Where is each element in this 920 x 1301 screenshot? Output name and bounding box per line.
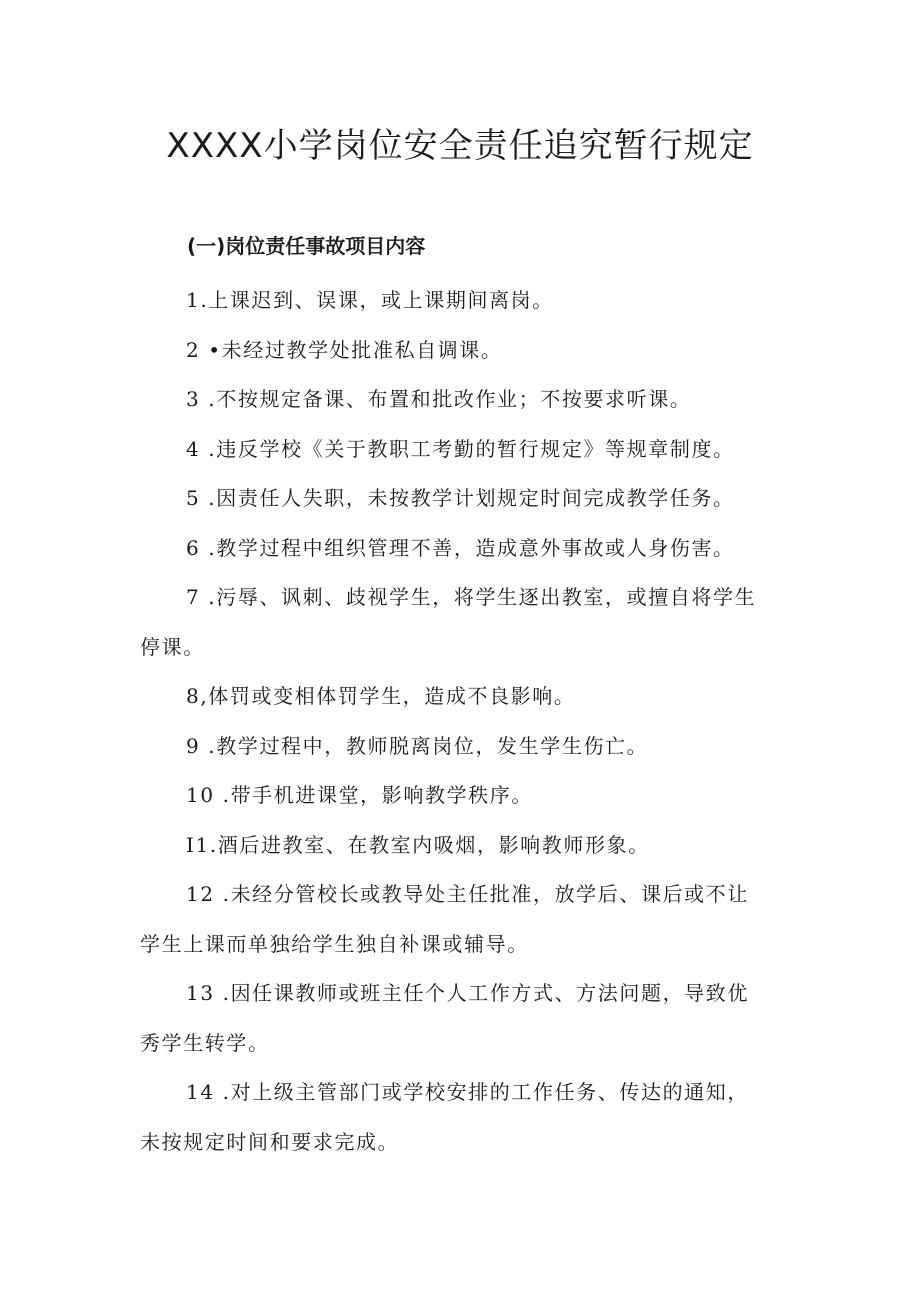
regulation-item xyxy=(140,326,810,376)
document-title: XXXX小学岗位安全责任追究暂行规定 xyxy=(166,126,754,166)
regulation-item-text: 7 .污辱、讽刺、歧视学生，将学生逐出教室，或擅自将学生 xyxy=(186,585,757,609)
regulation-item xyxy=(140,474,810,524)
regulation-item xyxy=(140,672,810,722)
regulation-item-text: 5 .因责任人失职，未按教学计划规定时间完成教学任务。 xyxy=(186,486,735,510)
regulation-item xyxy=(140,524,810,574)
regulation-item xyxy=(140,375,810,425)
regulation-item-continuation: 秀学生转学。 xyxy=(140,1030,270,1055)
section-heading: (一)岗位责任事故项目内容 xyxy=(187,234,426,258)
regulation-item-text: 2 •未经过教学处批准私自调课。 xyxy=(186,337,503,362)
regulation-item-list xyxy=(140,276,810,1167)
regulation-item xyxy=(140,1068,810,1167)
regulation-item-continuation: 停课。 xyxy=(140,634,205,659)
regulation-item-continuation: 未按规定时间和要求完成。 xyxy=(140,1129,400,1154)
regulation-item xyxy=(140,821,810,871)
regulation-item xyxy=(140,425,810,475)
regulation-item-text: 10 .带手机进课堂，影响教学秩序。 xyxy=(186,783,533,807)
regulation-item-text: 4 .违反学校《关于教职工考勤的暂行规定》等规章制度。 xyxy=(186,436,735,461)
regulation-item-text: I1.酒后进教室、在教室内吸烟，影响教师形象。 xyxy=(186,832,650,857)
regulation-item-text: 13 .因任课教师或班主任个人工作方式、方法问题，导致优 xyxy=(186,981,749,1005)
regulation-item xyxy=(140,969,810,1068)
regulation-item-text: 9 .教学过程中，教师脱离岗位，发生学生伤亡。 xyxy=(186,733,649,758)
regulation-item-continuation: 学生上课而单独给学生独自补课或辅导。 xyxy=(140,931,529,956)
regulation-item-text: 14 .对上级主管部门或学校安排的工作任务、传达的通知， xyxy=(186,1080,749,1104)
regulation-item xyxy=(140,771,810,821)
regulation-item xyxy=(140,276,810,326)
regulation-item xyxy=(140,870,810,969)
regulation-item xyxy=(140,722,810,772)
regulation-item-text: 1.上课迟到、误课，或上课期间离岗。 xyxy=(186,288,554,312)
regulation-item-text: 6 .教学过程中组织管理不善，造成意外事故或人身伤害。 xyxy=(186,535,735,560)
regulation-item-text: 12 .未经分管校长或教导处主任批准，放学后、课后或不让 xyxy=(186,882,749,906)
regulation-item-text: 3 .不按规定备课、布置和批改作业；不按要求听课。 xyxy=(186,387,692,411)
regulation-item xyxy=(140,573,810,672)
regulation-item-text: 8,体罚或变相体罚学生，造成不良影响。 xyxy=(186,684,576,708)
